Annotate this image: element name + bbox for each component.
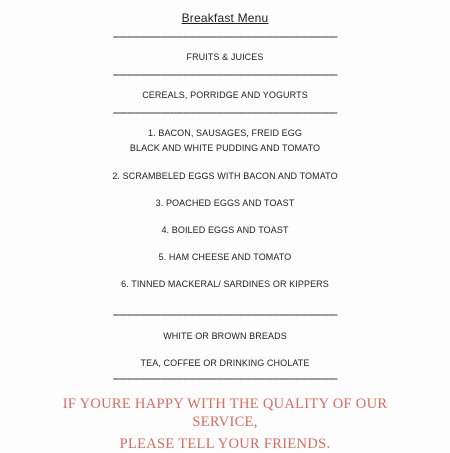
separator: ================================================================================ [112,34,338,41]
footer-line-1: IF YOURE HAPPY WITH THE QUALITY OF OUR [62,396,388,412]
separator: ================================================================================ [112,72,338,79]
menu-section-drinks: TEA, COFFEE OR DRINKING CHOLATE [140,358,310,368]
separator: ================================================================================ [112,312,338,319]
footer-line-2: SERVICE, [192,414,258,430]
menu-item-4: 4. BOILED EGGS AND TOAST [161,225,289,235]
menu-item-1-line-1: 1. BACON, SAUSAGES, FREID EGG [148,128,302,138]
menu-title: Breakfast Menu [181,11,269,25]
menu-item-2: 2. SCRAMBELED EGGS WITH BACON AND TOMATO [112,171,338,181]
menu-item-5: 5. HAM CHEESE AND TOMATO [158,252,292,262]
menu-item-6: 6. TINNED MACKERAL/ SARDINES OR KIPPERS [121,279,329,289]
separator: ================================================================================ [112,376,338,383]
separator: ================================================================================ [112,110,338,117]
menu-section-fruits: FRUITS & JUICES [186,52,264,62]
menu-item-1-line-2: BLACK AND WHITE PUDDING AND TOMATO [129,143,321,153]
menu-section-cereals: CEREALS, PORRIDGE AND YOGURTS [142,90,308,100]
menu-section-breads: WHITE OR BROWN BREADS [163,331,287,341]
menu-item-3: 3. POACHED EGGS AND TOAST [155,198,295,208]
footer-line-3: PLEASE TELL YOUR FRIENDS. [119,436,331,452]
